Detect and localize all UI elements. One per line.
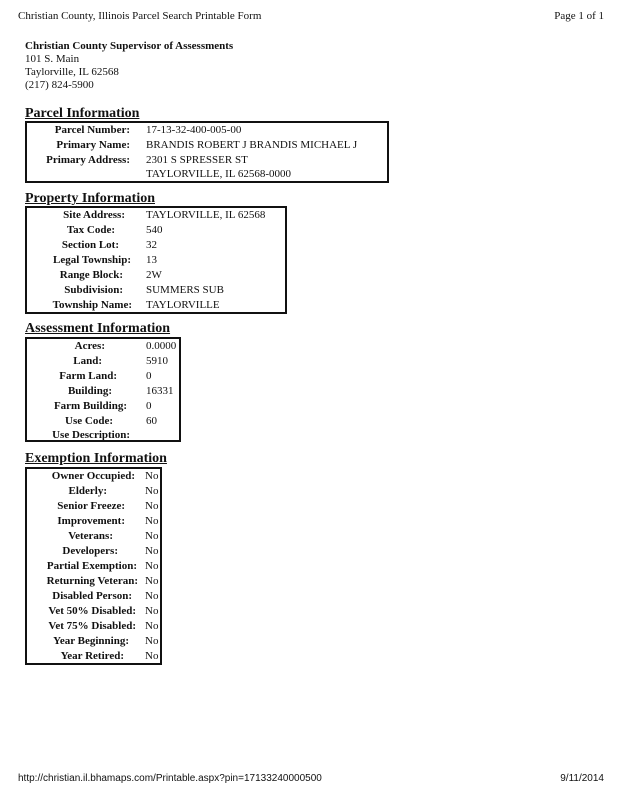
exemption-value: No: [145, 650, 159, 662]
parcel-info-box: [25, 121, 389, 183]
exemption-label: Veterans:: [68, 530, 113, 542]
office-address-line1: 101 S. Main: [25, 53, 80, 65]
property-row: [27, 239, 285, 254]
property-row: [27, 284, 285, 299]
exemption-value: No: [145, 485, 159, 497]
assessment-label: Use Code:: [65, 415, 113, 427]
exemption-value: No: [145, 620, 159, 632]
exemption-row: [27, 635, 160, 650]
exemption-row: [27, 605, 160, 620]
exemption-row: [27, 650, 160, 665]
exemption-label: Elderly:: [68, 485, 107, 497]
parcel-row: [27, 154, 387, 169]
exemption-value: No: [145, 605, 159, 617]
parcel-label: Primary Address:: [46, 154, 130, 166]
exemption-label: Year Retired:: [60, 650, 124, 662]
property-row: [27, 209, 285, 224]
assessment-row: [27, 415, 179, 430]
exemption-row: [27, 530, 160, 545]
property-label: Section Lot:: [61, 239, 119, 251]
exemption-value: No: [145, 500, 159, 512]
exemption-label: Returning Veteran:: [46, 575, 138, 587]
exemption-label: Disabled Person:: [52, 590, 132, 602]
assessment-row: [27, 355, 179, 370]
footer-date: 9/11/2014: [560, 773, 604, 784]
assessment-value: 60: [146, 415, 157, 427]
office-name: Christian County Supervisor of Assessments: [25, 40, 234, 52]
exemption-row: [27, 470, 160, 485]
exemption-value: No: [145, 560, 159, 572]
property-label: Subdivision:: [64, 284, 123, 296]
assessment-row: [27, 429, 179, 444]
exemption-row: [27, 575, 160, 590]
assessment-label: Farm Land:: [59, 370, 117, 382]
property-section-title: Property Information: [25, 191, 155, 206]
parcel-row: [27, 124, 387, 139]
assessment-label: Acres:: [74, 340, 105, 352]
parcel-value: 17-13-32-400-005-00: [146, 124, 242, 136]
exemption-label: Senior Freeze:: [57, 500, 125, 512]
exemption-row: [27, 620, 160, 635]
office-info: [25, 40, 233, 92]
office-phone: (217) 824-5900: [25, 79, 94, 91]
assessment-row: [27, 385, 179, 400]
exemption-label: Vet 50% Disabled:: [48, 605, 136, 617]
property-label: Legal Township:: [53, 254, 131, 266]
parcel-row: [27, 139, 387, 154]
exemption-label: Owner Occupied:: [51, 470, 135, 482]
assessment-row: [27, 340, 179, 355]
exemption-label: Vet 75% Disabled:: [48, 620, 136, 632]
exemption-label: Developers:: [62, 545, 118, 557]
property-value: 540: [146, 224, 163, 236]
property-info-box: [25, 206, 287, 314]
assessment-label: Use Description:: [52, 429, 130, 441]
exemption-row: [27, 500, 160, 515]
exemption-row: [27, 515, 160, 530]
exemption-value: No: [145, 470, 159, 482]
page-number: Page 1 of 1: [554, 10, 604, 22]
assessment-row: [27, 370, 179, 385]
property-label: Range Block:: [59, 269, 123, 281]
property-label: Township Name:: [52, 299, 132, 311]
exemption-label: Partial Exemption:: [46, 560, 137, 572]
exemption-value: No: [145, 575, 159, 587]
property-row: [27, 224, 285, 239]
property-value: 13: [146, 254, 157, 266]
property-label: Site Address:: [63, 209, 125, 221]
assessment-value: 16331: [146, 385, 174, 397]
exemption-value: No: [145, 515, 159, 527]
parcel-section-title: Parcel Information: [25, 106, 140, 121]
assessment-value: 0: [146, 370, 152, 382]
property-value: TAYLORVILLE: [146, 299, 220, 311]
parcel-label: Primary Name:: [56, 139, 130, 151]
footer-url[interactable]: http://christian.il.bhamaps.com/Printable.aspx?pin=17133240000500: [18, 773, 322, 784]
exemption-row: [27, 590, 160, 605]
assessment-value: 0.0000: [146, 340, 177, 352]
exemption-label: Improvement:: [57, 515, 125, 527]
page-header-title: Christian County, Illinois Parcel Search Printable Form: [18, 10, 262, 22]
assessment-row: [27, 400, 179, 415]
property-label: Tax Code:: [66, 224, 115, 236]
assessment-label: Farm Building:: [53, 400, 127, 412]
exemption-info-box: [25, 467, 162, 665]
parcel-value: TAYLORVILLE, IL 62568-0000: [146, 168, 291, 180]
exemption-value: No: [145, 545, 159, 557]
exemption-row: [27, 485, 160, 500]
parcel-value: BRANDIS ROBERT J BRANDIS MICHAEL J: [146, 139, 358, 151]
assessment-section-title: Assessment Information: [25, 321, 171, 336]
property-value: TAYLORVILLE, IL 62568: [146, 209, 266, 221]
parcel-label: Parcel Number:: [54, 124, 130, 136]
assessment-label: Building:: [67, 385, 112, 397]
property-row: [27, 254, 285, 269]
property-value: 2W: [146, 269, 162, 281]
exemption-value: No: [145, 530, 159, 542]
parcel-row: [27, 168, 387, 183]
property-value: 32: [146, 239, 157, 251]
property-value: SUMMERS SUB: [146, 284, 224, 296]
assessment-value: 0: [146, 400, 152, 412]
property-row: [27, 269, 285, 284]
exemption-label: Year Beginning:: [53, 635, 129, 647]
exemption-value: No: [145, 590, 159, 602]
exemption-row: [27, 545, 160, 560]
exemption-value: No: [145, 635, 159, 647]
assessment-info-box: [25, 337, 181, 442]
parcel-value: 2301 S SPRESSER ST: [146, 154, 248, 166]
exemption-row: [27, 560, 160, 575]
property-row: [27, 299, 285, 314]
office-address-line2: Taylorville, IL 62568: [25, 66, 119, 78]
exemption-section-title: Exemption Information: [25, 451, 167, 466]
assessment-value: 5910: [146, 355, 168, 367]
assessment-label: Land:: [73, 355, 102, 367]
